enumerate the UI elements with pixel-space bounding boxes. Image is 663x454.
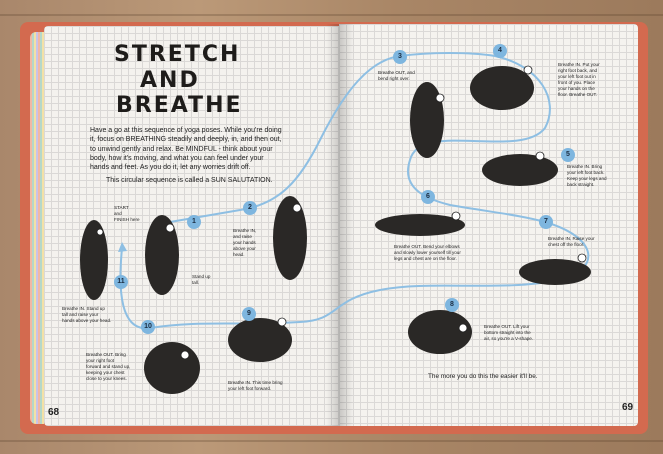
step-10-badge: 10 (141, 320, 155, 334)
caption-line: keeping your chest (86, 370, 125, 375)
caption-line: forward and stand up, (86, 364, 131, 369)
intro-line: hands and feet. As you do it, let any worries drift off. (90, 164, 251, 172)
creature-eye (166, 224, 174, 232)
caption-line: bottom straight into the (484, 330, 531, 335)
step-7-caption (548, 236, 594, 248)
caption-line: Breathe IN. Put your (558, 62, 600, 67)
caption-line: head. (233, 252, 245, 257)
step-2-badge: 2 (243, 201, 257, 215)
step-9-badge: 9 (242, 307, 256, 321)
creature-plank (482, 154, 558, 186)
creature-eye (459, 324, 467, 332)
step-8-badge: 8 (445, 298, 459, 312)
caption-line: bend right over. (378, 76, 410, 81)
creature-eye (97, 229, 103, 235)
start-label-line: START (114, 205, 129, 210)
step-4-caption (558, 62, 600, 98)
step-5-badge: 5 (561, 148, 575, 162)
creature-lunge (470, 66, 534, 110)
start-label-line: and (114, 211, 122, 216)
creature-eye (452, 212, 460, 220)
caption-line: front of you. Place (558, 80, 596, 85)
step-2-caption (233, 228, 256, 258)
caption-line: and slowly lower yourself till your (394, 250, 461, 255)
step-1-caption (192, 274, 210, 286)
step-4-badge: 4 (493, 44, 507, 58)
intro-line: body, how it's moving, and what you can feel under your (90, 154, 264, 162)
creature-eye (436, 94, 444, 102)
title-line-2: AND (140, 68, 200, 93)
creature-eye (181, 351, 189, 359)
creature-eye (524, 66, 532, 74)
caption-line: chest off the floor. (548, 242, 585, 247)
caption-line: back straight. (567, 182, 595, 187)
caption-line: your right foot (86, 358, 115, 363)
intro-footer: This circular sequence is called a SUN SALUTATION. (106, 177, 273, 184)
creature-forward-fold (144, 342, 200, 394)
caption-line: Breathe OUT. Lift your (484, 324, 530, 329)
step-11-badge: 11 (114, 275, 128, 289)
step-10-caption (86, 352, 130, 382)
creature-eye (578, 254, 586, 262)
caption-line: Breathe IN. Stand up (62, 306, 105, 311)
step-6-caption (394, 244, 461, 262)
step-9-caption (228, 380, 283, 392)
step-3-caption (378, 70, 415, 82)
caption-line: Breathe IN. Bring (567, 164, 603, 169)
caption-line: your hands on the (558, 86, 595, 91)
caption-line: tall. (192, 280, 200, 285)
creature-cobra (519, 259, 591, 285)
caption-line: Breathe OUT. Bring (86, 352, 126, 357)
closing-note: The more you do this the easier it'll be. (428, 373, 538, 380)
page-number-right: 69 (622, 402, 634, 413)
creature-lowered (375, 214, 465, 236)
caption-line: Breathe IN, (233, 228, 257, 233)
step-11-caption (62, 306, 111, 324)
caption-line: Breathe OUT, and (378, 70, 415, 75)
start-label-line: FINISH here (114, 217, 140, 222)
caption-line: your left foot back. (567, 170, 605, 175)
caption-line: above your (233, 246, 256, 251)
creature-arms-raised (273, 196, 307, 280)
creature-eye (293, 204, 301, 212)
step-1-badge: 1 (187, 215, 201, 229)
caption-line: Breathe IN. This time bring (228, 380, 283, 385)
step-6-badge: 6 (421, 190, 435, 204)
caption-line: Stand up (192, 274, 211, 279)
caption-line: your left foot out in (558, 74, 596, 79)
title-line-3: BREATHE (116, 93, 243, 118)
caption-line: Breathe OUT. Bend your elbows (394, 244, 460, 249)
intro-line: Have a go at this sequence of yoga poses. While you're doing (90, 127, 282, 134)
creature-eye (536, 152, 544, 160)
caption-line: tall and raise your (62, 312, 99, 317)
caption-line: right foot back, and (558, 68, 598, 73)
creature-eye (278, 318, 286, 326)
caption-line: your left foot forward. (228, 386, 272, 391)
creature-bending-over (410, 82, 444, 158)
caption-line: your hands (233, 240, 256, 245)
step-5-caption (567, 164, 607, 188)
title-line-1: STRETCH (114, 42, 241, 67)
creature-standing-arms-up (80, 220, 108, 300)
start-label (114, 205, 140, 223)
caption-line: and raise (233, 234, 252, 239)
intro-line: it, focus on BREATHING steadily and deeply, in, and then out, (90, 136, 282, 144)
caption-line: Keep your legs and (567, 176, 607, 181)
caption-line: hands above your head. (62, 318, 112, 323)
caption-line: Breathe IN. Raise your (548, 236, 595, 241)
page-number-left: 68 (48, 407, 60, 418)
step-8-caption (484, 324, 533, 342)
sequence-arrowhead (118, 242, 127, 252)
step-7-badge: 7 (539, 215, 553, 229)
caption-line: air, so you're a V-shape. (484, 336, 534, 341)
caption-line: close to your knees. (86, 376, 127, 381)
caption-line: floor. Breathe OUT. (558, 92, 598, 97)
step-3-badge: 3 (393, 50, 407, 64)
caption-line: legs and chest are on the floor. (394, 256, 457, 261)
intro-line: to unwind gently and relax. Be MINDFUL - think about your (90, 145, 273, 153)
